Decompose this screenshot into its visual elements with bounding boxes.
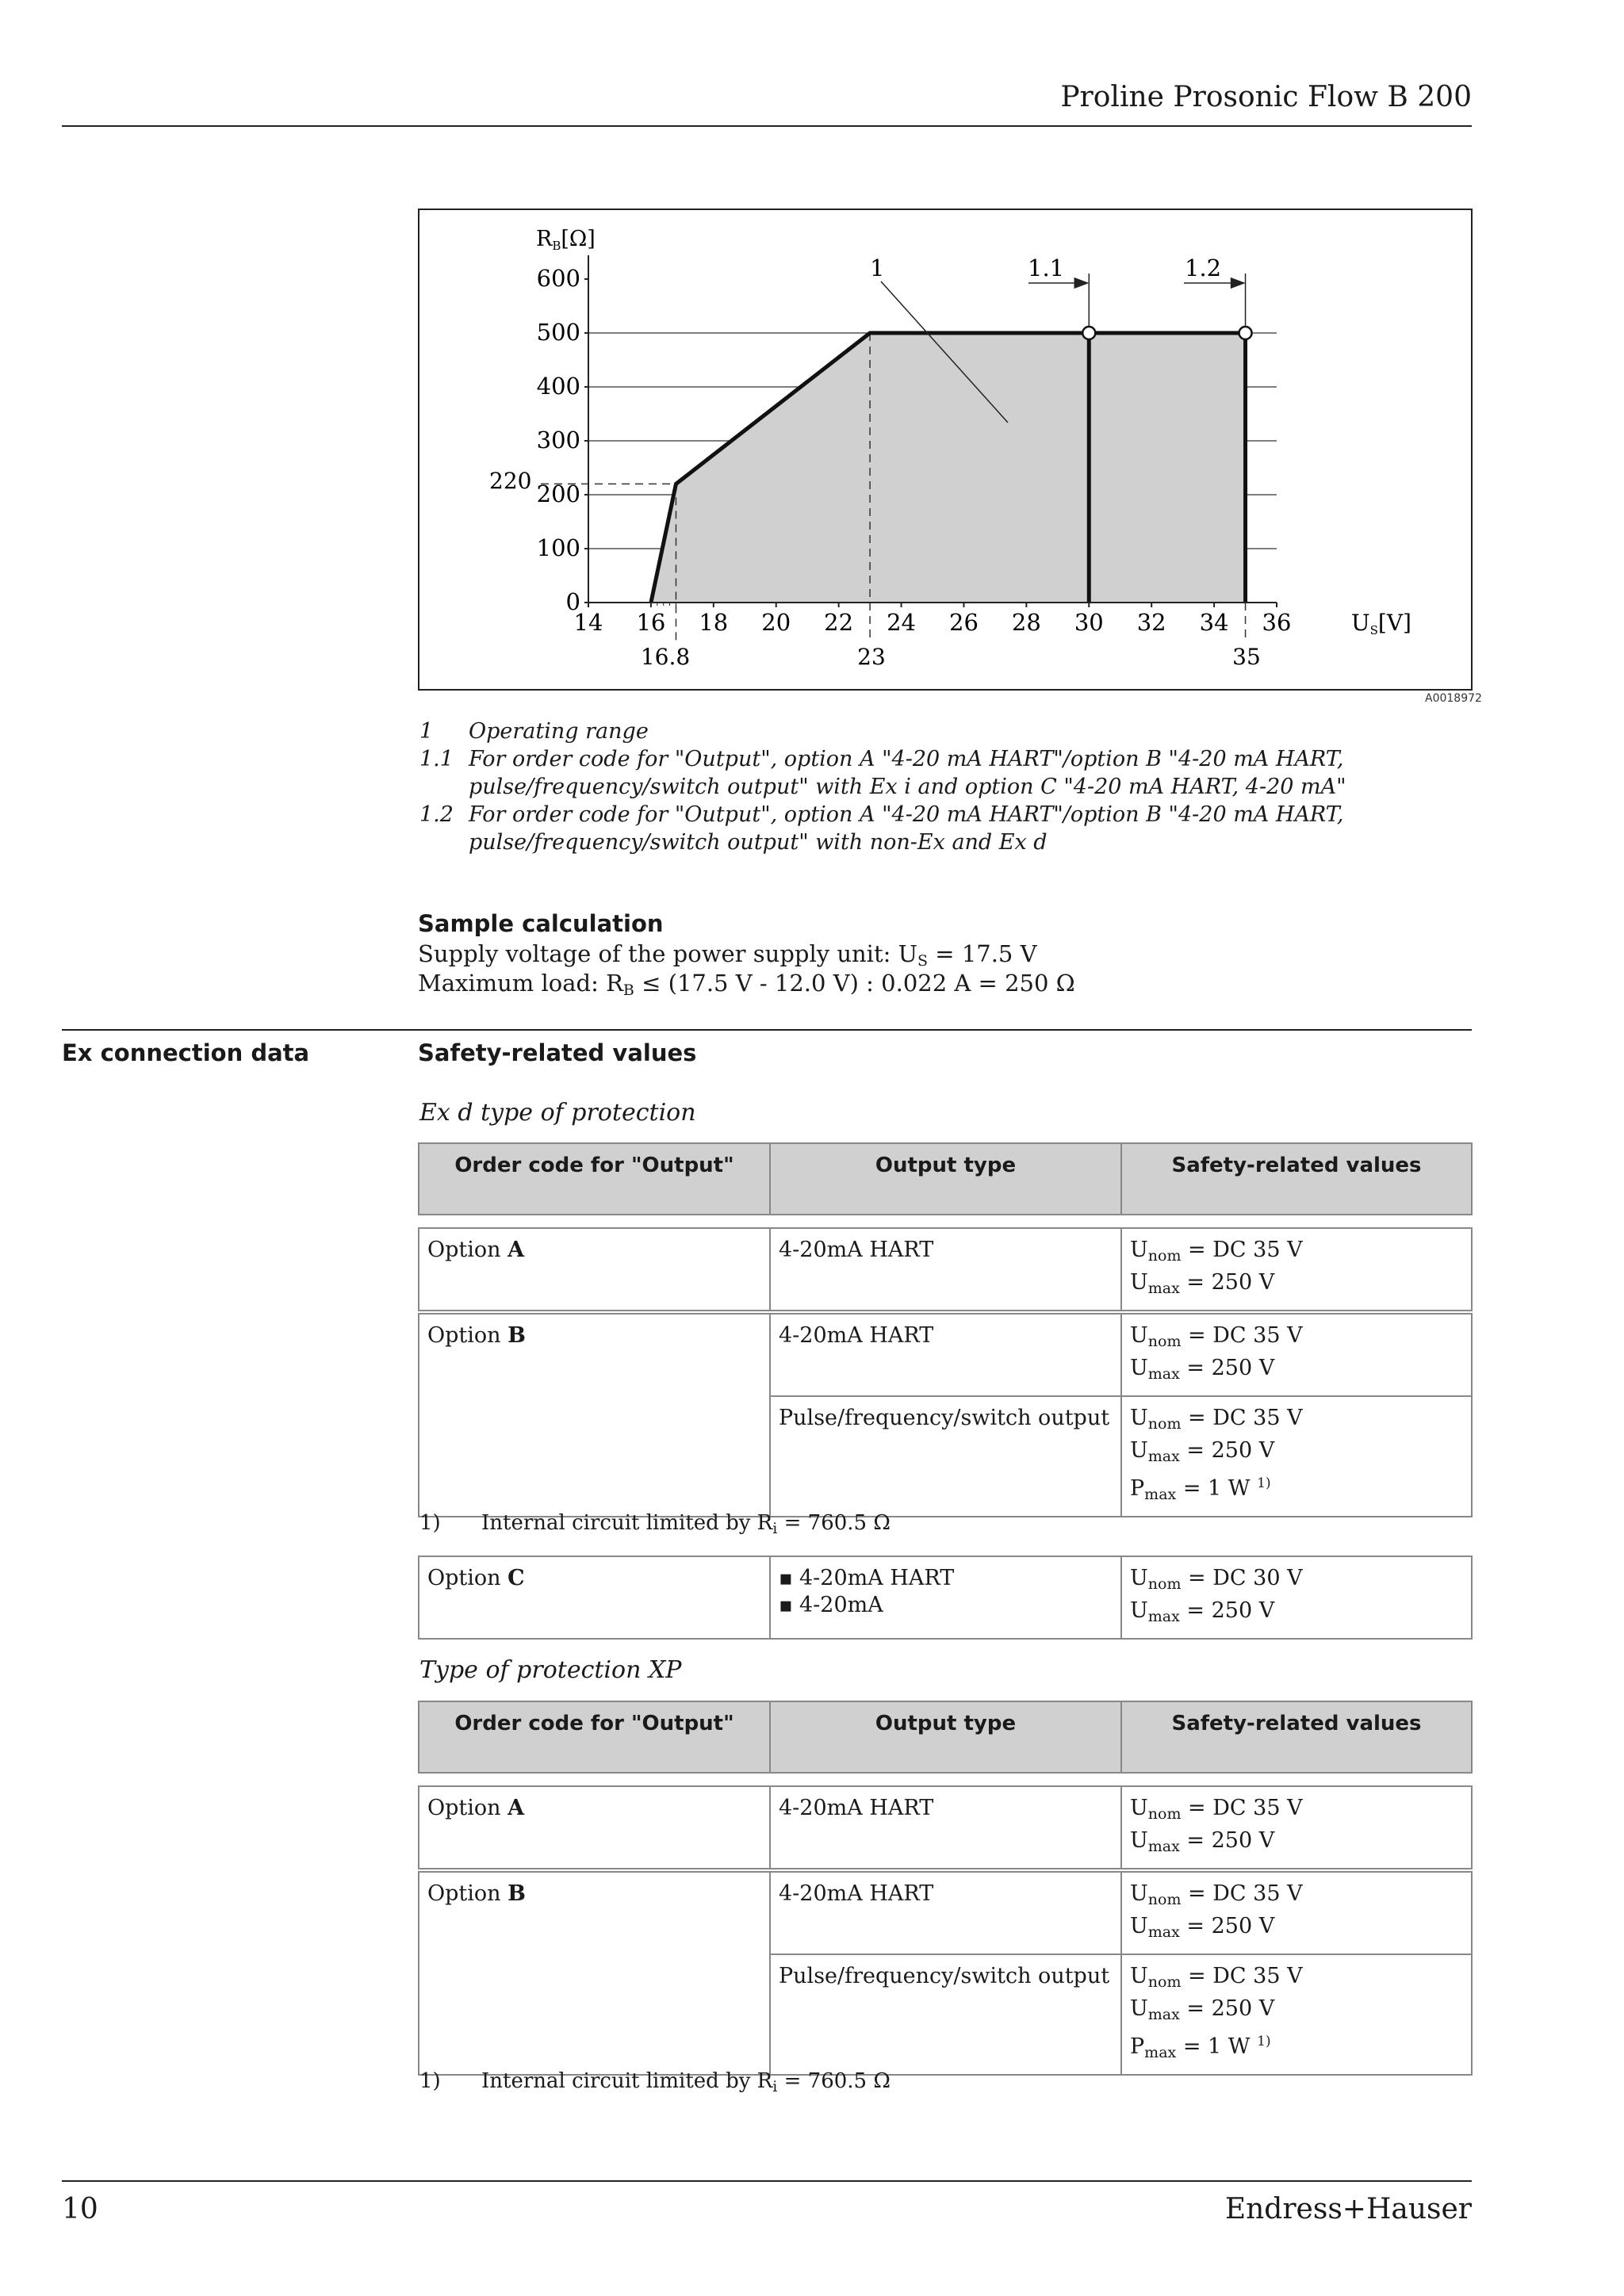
exd-option-a-table (418, 1227, 1473, 1311)
section-subheading: Safety-related values (418, 1039, 697, 1066)
values-cell: $U_{nom}$ = DC 35 V $U_{max} = 250$ V (1121, 1786, 1472, 1869)
document-title: Proline Prosonic Flow B 200 (1060, 81, 1472, 113)
image-code: A0018972 (1425, 692, 1482, 705)
y-tick-label: 200 (536, 480, 580, 507)
footer-rule (62, 2180, 1472, 2182)
exd-header-table (418, 1142, 1473, 1215)
xp-header-table (418, 1701, 1473, 1774)
operating-range-area (651, 333, 1246, 603)
xp-option-b-table (418, 1871, 1473, 2076)
header-safety-values: Safety-related values (1121, 1701, 1472, 1773)
brand-name: Endress+Hauser (1224, 2193, 1472, 2225)
output-type-cell: 4-20mA HART (770, 1228, 1121, 1311)
y-tick-label: 0 (565, 588, 580, 615)
sample-line-2: Maximum load: $R_B \le (17.5$ V - 12.0 V) : 0.022 A = 250 Ω (418, 970, 1075, 999)
limit-marker (1239, 327, 1252, 339)
output-type-cell (770, 1556, 1121, 1639)
marker-220: 220 (489, 468, 532, 494)
x-tick-label: 24 (887, 609, 916, 636)
output-type-cell: Pulse/frequency/switch output (770, 1396, 1121, 1517)
section-rule (62, 1029, 1472, 1031)
values-cell: $U_{nom}$ = DC 35 V $U_{max} = 250$ V (1121, 1872, 1472, 1954)
values-cell: $U_{nom}$ = DC 35 V $U_{max} = 250$ V $P_{max} = 1$ W $^{1)}$ (1121, 1954, 1472, 2075)
exd-option-b-table (418, 1313, 1473, 1517)
values-cell: $U_{nom}$ = DC 35 V $U_{max} = 250$ V (1121, 1228, 1472, 1311)
x-tick-label: 20 (761, 609, 791, 636)
y-tick-label: 400 (536, 373, 580, 400)
x-tick-label: 22 (824, 609, 854, 636)
xp-title: Type of protection XP (419, 1656, 682, 1684)
option-cell: Option C (419, 1556, 770, 1639)
option-cell: Option B (419, 1872, 770, 2075)
xp-footnote: 1) Internal circuit limited by $R_i = 760.5$ Ω (419, 2069, 891, 2095)
sample-line-1: Supply voltage of the power supply unit: $U_S = 17.5$ V (418, 940, 1037, 970)
option-cell: Option A (419, 1786, 770, 1869)
load-chart-frame (418, 209, 1473, 691)
callout-arrow-head (1074, 278, 1087, 288)
x-tick-label: 32 (1136, 609, 1166, 636)
load-chart (419, 210, 1471, 689)
y-tick-label: 100 (536, 534, 580, 561)
bullet-item: ▪ 4-20mA (779, 1592, 1113, 1619)
limit-marker (1082, 327, 1095, 339)
y-tick-label: 600 (536, 265, 580, 292)
option-cell: Option A (419, 1228, 770, 1311)
y-tick-label: 500 (536, 319, 580, 346)
output-type-cell: 4-20mA HART (770, 1314, 1121, 1396)
x-tick-label: 30 (1074, 609, 1104, 636)
xp-option-a-table (418, 1785, 1473, 1869)
x-tick-label: 16 (636, 609, 666, 636)
output-type-cell: Pulse/frequency/switch output (770, 1954, 1121, 2075)
x-tick-label: 28 (1011, 609, 1041, 636)
x-tick-label: 14 (573, 609, 603, 636)
output-type-cell: 4-20mA HART (770, 1872, 1121, 1954)
callout-arrow-head (1231, 278, 1244, 288)
callout-1-2: 1.2 (1185, 254, 1222, 281)
x-tick-label: 36 (1262, 609, 1292, 636)
bullet-item: ▪ 4-20mA HART (779, 1565, 1113, 1592)
header-output-type: Output type (770, 1701, 1121, 1773)
option-cell: Option B (419, 1314, 770, 1517)
marker-35: 35 (1232, 644, 1261, 670)
x-tick-label: 34 (1199, 609, 1229, 636)
callout-1-1: 1.1 (1028, 254, 1065, 281)
values-cell: $U_{nom}$ = DC 35 V $U_{max} = 250$ V $P_{max} = 1$ W $^{1)}$ (1121, 1396, 1472, 1517)
header-order-code: Order code for "Output" (419, 1143, 770, 1215)
exd-footnote: 1) Internal circuit limited by $R_i = 760.5$ Ω (419, 1511, 891, 1537)
values-cell: $U_{nom}$ = DC 35 V $U_{max} = 250$ V (1121, 1314, 1472, 1396)
section-label: Ex connection data (62, 1039, 310, 1066)
x-tick-label: 18 (699, 609, 729, 636)
sample-heading: Sample calculation (418, 910, 664, 937)
output-type-cell: 4-20mA HART (770, 1786, 1121, 1869)
y-tick-label: 300 (536, 427, 580, 453)
header-safety-values: Safety-related values (1121, 1143, 1472, 1215)
x-tick-label: 26 (949, 609, 979, 636)
y-axis-label: RB[Ω] (536, 227, 596, 253)
exd-option-c-table (418, 1556, 1473, 1640)
values-cell: $U_{nom}$ = DC 30 V $U_{max} = 250$ V (1121, 1556, 1472, 1639)
header-order-code: Order code for "Output" (419, 1701, 770, 1773)
page-number: 10 (62, 2193, 98, 2225)
header-rule (62, 125, 1472, 127)
marker-23: 23 (857, 644, 886, 670)
exd-title: Ex d type of protection (419, 1099, 696, 1127)
header-output-type: Output type (770, 1143, 1121, 1215)
marker-16-8: 16.8 (640, 644, 691, 670)
callout-1: 1 (870, 254, 885, 281)
x-axis-label: US[V] (1351, 610, 1411, 637)
